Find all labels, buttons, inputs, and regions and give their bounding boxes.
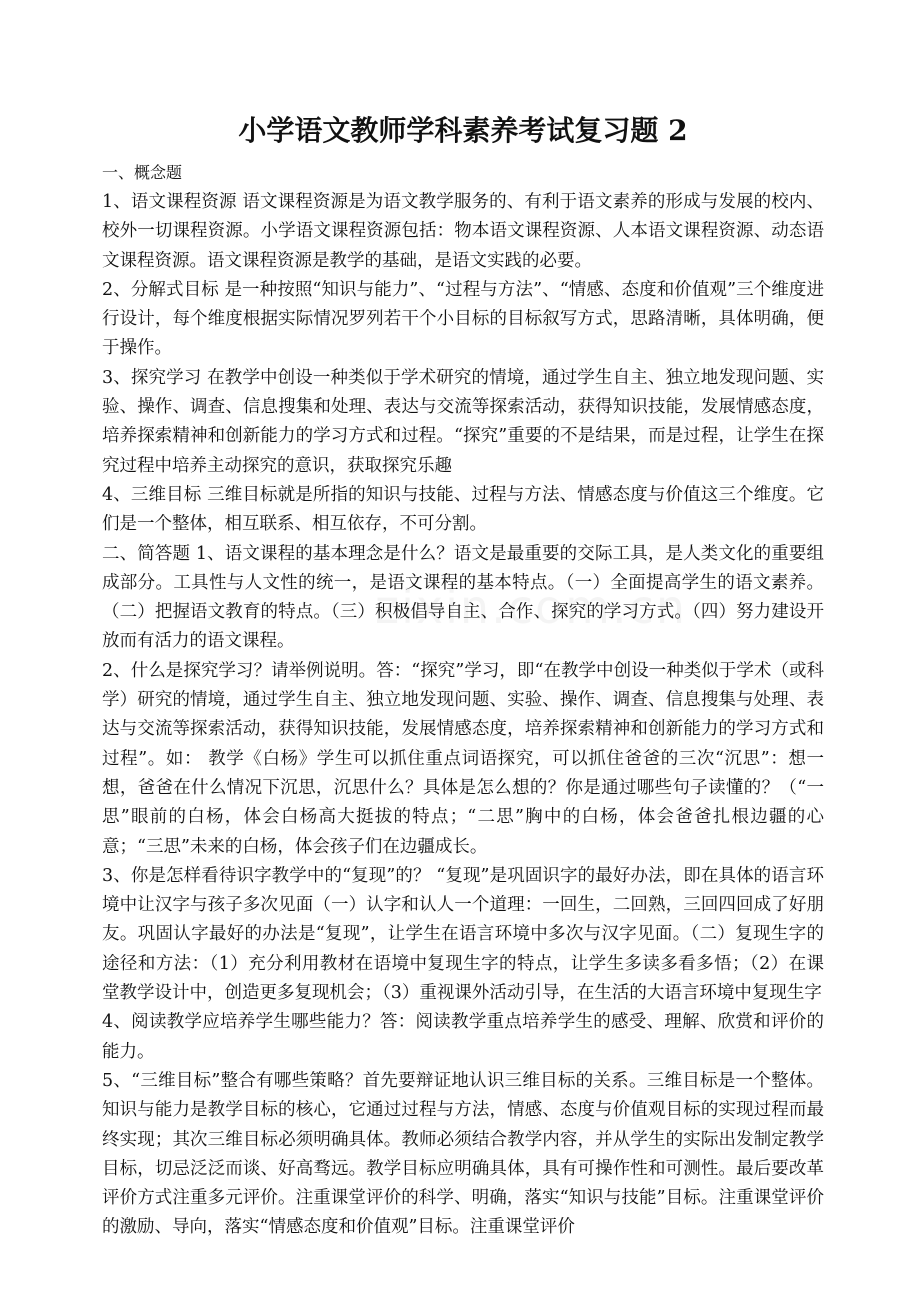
paragraph-short-answer-3: 3、你是怎样看待识字教学中的“复现”的？ “复现”是巩固识字的最好办法，即在具体的语言环境中让汉字与孩子多次见面（一）认字和认人一个道理：一回生，二回熟，三回四回成了好朋友。巩固认字最好的办法是“复现”，让学生在语言环境中多次与汉字见面。（二）复现生字的途径和方法：（1）充分利用教材在语境中复现生字的特点，让学生多读多看多悟；（2）在课堂教学设计中，创造更多复现机会；（3）重视课外活动引导，在生活的大语言环境中复现生字: [102, 865, 824, 1004]
paragraph-concept-4: 4、三维目标 三维目标就是所指的知识与技能、过程与方法、情感态度与价值这三个维度。它们是一个整体，相互联系、相互依存，不可分割。: [102, 484, 824, 535]
paragraph-short-answer-2: 2、什么是探究学习？请举例说明。答：“探究”学习，即“在教学中创设一种类似于学术（或科学）研究的情境，通过学生自主、独立地发现问题、实验、操作、调查、信息搜集与处理、表达与交流等探索活动，获得知识技能，发展情感态度，培养探索精神和创新能力的学习方式和过程”。如： 教学《白杨》学生可以抓住重点词语探究，可以抓住爸爸的三次“沉思”：想一想，爸爸在什么情况下沉思，沉思什么？具体是怎么想的？你是通过哪些句子读懂的？（“一思”眼前的白杨，体会白杨高大挺拔的特点；“二思”胸中的白杨，体会爸爸扎根边疆的心意；“三思”未来的白杨，体会孩子们在边疆成长。: [102, 660, 824, 857]
document-title: 小学语文教师学科素养考试复习题 2: [238, 114, 688, 147]
document-page: [102, 100, 824, 1243]
section-heading-concepts: 一、概念题: [102, 163, 183, 182]
paragraph-concept-1: 1、语文课程资源 语文课程资源是为语文教学服务的、有利于语文素养的形成与发展的校内、校外一切课程资源。小学语文课程资源包括：物本语文课程资源、人本语文课程资源、动态语文课程资源。语文课程资源是教学的基础，是语文实践的必要。: [102, 192, 824, 271]
paragraph-concept-2: 2、分解式目标 是一种按照“知识与能力”、“过程与方法”、“情感、态度和价值观”三个维度进行设计，每个维度根据实际情况罗列若干个小目标的目标叙写方式，思路清晰，具体明确，便于操作。: [102, 279, 824, 359]
paragraph-short-answer-1: 二、简答题 1、语文课程的基本理念是什么？语文是最重要的交际工具，是人类文化的重要组成部分。工具性与人文性的统一，是语文课程的基本特点。（一）全面提高学生的语文素养。（二）把握语文教育的特点。（三）积极倡导自主、合作、探究的学习方式。（四）努力建设开放而有活力的语文课程。: [102, 543, 824, 652]
paragraph-short-answer-4: 4、阅读教学应培养学生哪些能力？答：阅读教学重点培养学生的感受、理解、欣赏和评价的能力。: [102, 1012, 824, 1062]
paragraph-concept-3: 3、探究学习 在教学中创设一种类似于学术研究的情境，通过学生自主、独立地发现问题、实验、操作、调查、信息搜集和处理、表达与交流等探索活动，获得知识技能，发展情感态度，培养探索精神和创新能力的学习方式和过程。“探究”重要的不是结果，而是过程，让学生在探究过程中培养主动探究的意识，获取探究乐趣: [102, 367, 824, 476]
paragraph-short-answer-5: 5、“三维目标”整合有哪些策略？首先要辩证地认识三维目标的关系。三维目标是一个整体。知识与能力是教学目标的核心，它通过过程与方法，情感、态度与价值观目标的实现过程而最终实现；其次三维目标必须明确具体。教师必须结合教学内容，并从学生的实际出发制定教学目标，切忌泛泛而谈、好高骛远。教学目标应明确具体，具有可操作性和可测性。最后要改革评价方式注重多元评价。注重课堂评价的科学、明确，落实“知识与技能”目标。注重课堂评价的激励、导向，落实“情感态度和价值观”目标。注重课堂评价: [102, 1070, 824, 1238]
